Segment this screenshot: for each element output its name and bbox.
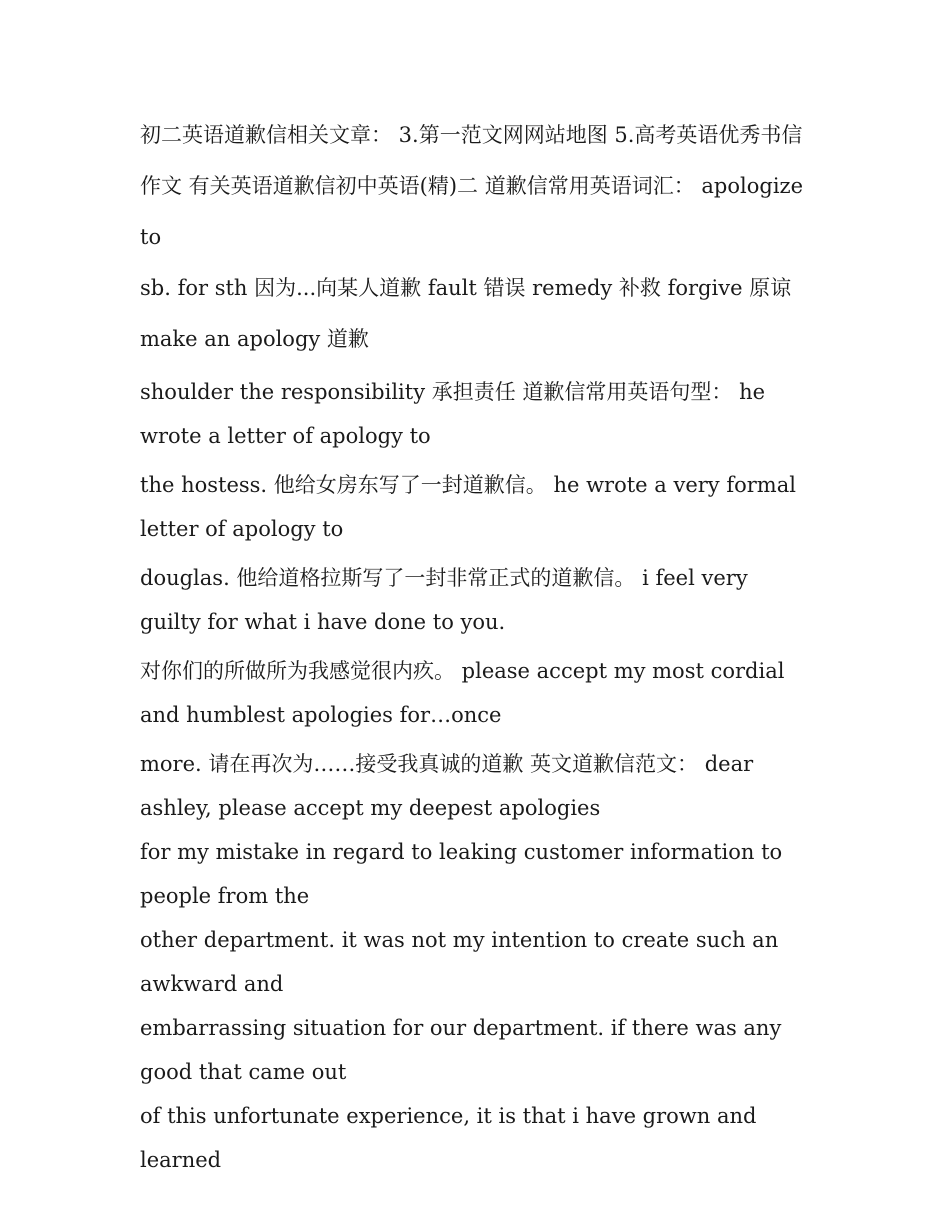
paragraph-guilty: 对你们的所做所为我感觉很内疚。 please accept my most cordial and humblest apologies for…once: [140, 659, 785, 727]
paragraph-letter-line-1: for my mistake in regard to leaking customer information to people from the: [140, 840, 783, 908]
paragraph-letter-line-3: embarrassing situation for our department. if there was any good that came out: [140, 1016, 782, 1084]
paragraph-sentence-patterns: shoulder the responsibility 承担责任 道歉信常用英语句型： he wrote a letter of apology to: [140, 380, 766, 448]
paragraph-related-articles: 初二英语道歉信相关文章： 3.第一范文网网站地图 5.高考英语优秀书信作文 有关英语道歉信初中英语(精)二 道歉信常用英语词汇： apologize to: [140, 123, 804, 249]
paragraph-hostess: the hostess. 他给女房东写了一封道歉信。 he wrote a very formal letter of apology to: [140, 473, 796, 541]
paragraph-sample-letter: more. 请在再次为……接受我真诚的道歉 英文道歉信范文： dear ashley, please accept my deepest apologies: [140, 752, 754, 820]
paragraph-letter-line-2: other department. it was not my intention to create such an awkward and: [140, 928, 779, 996]
document-body: [140, 110, 810, 1182]
paragraph-douglas: douglas. 他给道格拉斯写了一封非常正式的道歉信。 i feel very guilty for what i have done to you.: [140, 566, 748, 634]
paragraph-letter-line-4: of this unfortunate experience, it is that i have grown and learned: [140, 1104, 757, 1172]
paragraph-vocabulary: sb. for sth 因为...向某人道歉 fault 错误 remedy 补救 forgive 原谅 make an apology 道歉: [140, 276, 792, 351]
